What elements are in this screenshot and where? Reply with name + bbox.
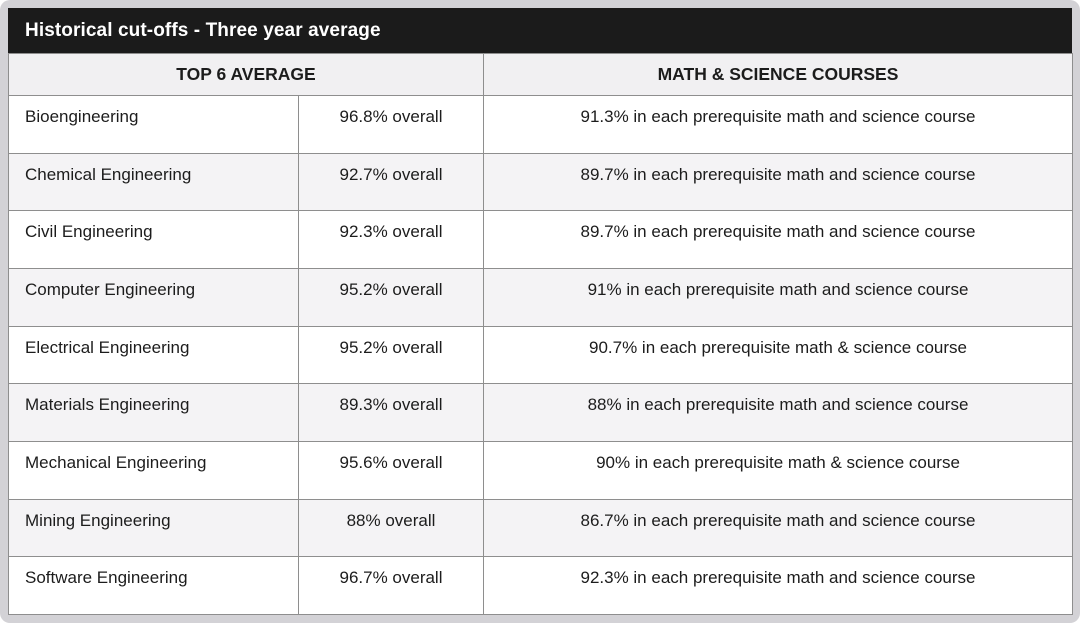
- table-header-row: [9, 54, 1073, 96]
- program-cell: Mechanical Engineering: [9, 441, 299, 499]
- table-row: [9, 268, 1073, 326]
- math-science-cell: 86.7% in each prerequisite math and science course: [484, 499, 1073, 557]
- top6-average-cell: 92.3% overall: [299, 211, 484, 269]
- top6-average-cell: 95.2% overall: [299, 326, 484, 384]
- top6-average-cell: 92.7% overall: [299, 153, 484, 211]
- table-row: [9, 557, 1073, 615]
- table-row: [9, 441, 1073, 499]
- top6-average-cell: 96.8% overall: [299, 96, 484, 154]
- table-row: [9, 211, 1073, 269]
- math-science-cell: 89.7% in each prerequisite math and science course: [484, 211, 1073, 269]
- math-science-cell: 91% in each prerequisite math and science course: [484, 268, 1073, 326]
- math-science-header: MATH & SCIENCE COURSES: [484, 54, 1073, 96]
- historical-cutoffs-table: [8, 53, 1073, 615]
- math-science-cell: 91.3% in each prerequisite math and science course: [484, 96, 1073, 154]
- math-science-cell: 92.3% in each prerequisite math and science course: [484, 557, 1073, 615]
- program-cell: Mining Engineering: [9, 499, 299, 557]
- table-row: [9, 326, 1073, 384]
- program-cell: Materials Engineering: [9, 384, 299, 442]
- table-title: Historical cut-offs - Three year average: [25, 19, 381, 41]
- program-cell: Electrical Engineering: [9, 326, 299, 384]
- table-row: [9, 96, 1073, 154]
- top6-average-header: TOP 6 AVERAGE: [9, 54, 484, 96]
- top6-average-cell: 89.3% overall: [299, 384, 484, 442]
- math-science-cell: 90.7% in each prerequisite math & science course: [484, 326, 1073, 384]
- table-title-bar: [8, 8, 1072, 53]
- top6-average-cell: 95.6% overall: [299, 441, 484, 499]
- program-cell: Chemical Engineering: [9, 153, 299, 211]
- math-science-cell: 88% in each prerequisite math and science course: [484, 384, 1073, 442]
- math-science-cell: 89.7% in each prerequisite math and science course: [484, 153, 1073, 211]
- top6-average-cell: 96.7% overall: [299, 557, 484, 615]
- program-cell: Computer Engineering: [9, 268, 299, 326]
- math-science-cell: 90% in each prerequisite math & science course: [484, 441, 1073, 499]
- table-row: [9, 153, 1073, 211]
- top6-average-cell: 95.2% overall: [299, 268, 484, 326]
- program-cell: Bioengineering: [9, 96, 299, 154]
- table-row: [9, 384, 1073, 442]
- top6-average-cell: 88% overall: [299, 499, 484, 557]
- table-row: [9, 499, 1073, 557]
- program-cell: Software Engineering: [9, 557, 299, 615]
- program-cell: Civil Engineering: [9, 211, 299, 269]
